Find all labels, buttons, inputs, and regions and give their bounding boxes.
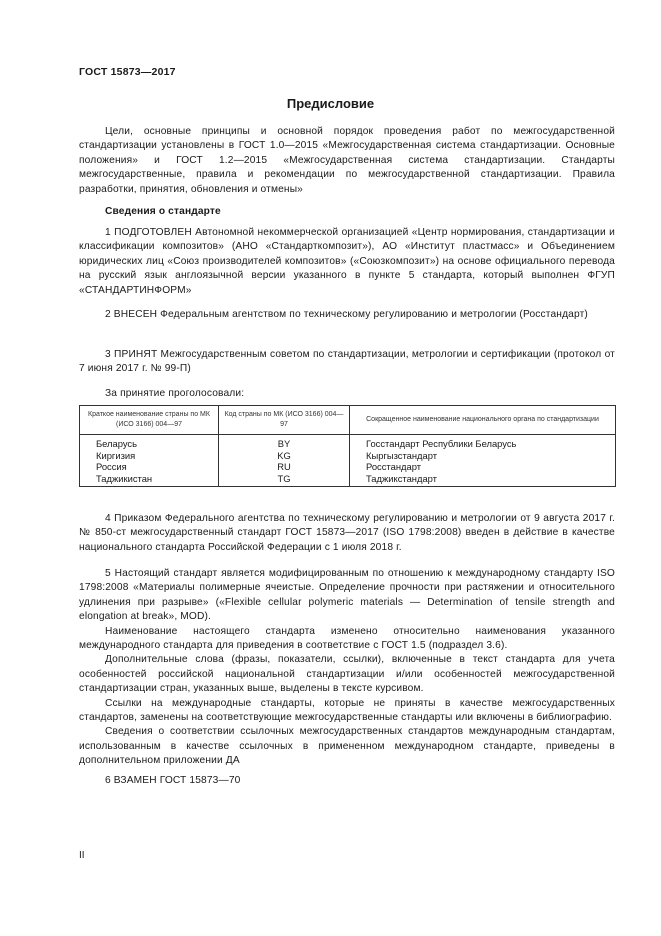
table-row (80, 435, 616, 450)
table-row (80, 450, 616, 462)
table-header-code: Код страны по МК (ИСО 3166) 004—97 (219, 406, 350, 435)
intro-paragraph: Цели, основные принципы и основной порядок проведения работ по межгосударственной стандартизации установлены в ГОСТ 1.0—2015 «Межгосударственная система стандартизации. Основные положения» и ГОСТ 1.2—2015 «Межгосударственная система стандартизации. Стандарты межгосударственные, правила и рекомендации по межгосударственной стандартизации. Правила разработки, принятия, обновления и отмены» (79, 126, 615, 195)
voting-countries-table (79, 405, 616, 487)
item-5-note-references: Ссылки на международные стандарты, которые не приняты в качестве межгосударственных стандартов, заменены на соответствующие межгосударственные стандарты или включены в библиографию. (79, 697, 615, 724)
intro-paragraph-block (79, 125, 615, 197)
item-1-paragraph: 1 ПОДГОТОВЛЕН Автономной некоммерческой организацией «Центр нормирования, стандартизации и классификации композитов» (АНО «Стандарткомпозит»), АО «Институт пластмасс» и Объединением юридических лиц «Союз производителей композитов» («Союзкомпозит») на основе официального перевода на русский язык англоязычной версии указанного в пункте 5 стандарта, который выполнен ФГУП «СТАНДАРТИНФОРМ» (79, 227, 615, 296)
item-4-block (79, 512, 615, 555)
table-header-country: Краткое наименование страны по МК (ИСО 3166) 004—97 (80, 406, 219, 435)
vote-label: За принятие проголосовали: (105, 388, 245, 399)
section-heading-block (79, 205, 615, 219)
country-name-cell: Беларусь (80, 435, 219, 450)
item-2-paragraph: 2 ВНЕСЕН Федеральным агентством по техническому регулированию и метрологии (Росстандарт) (105, 309, 588, 320)
item-5-note-additions: Дополнительные слова (фразы, показатели, ссылки), включенные в текст стандарта для учета особенностей российской национальной стандартизации и/или особенностей межгосударственной стандартизации стран, указанных выше, выделены в тексте курсивом. (79, 654, 615, 695)
item-5-block (79, 567, 615, 769)
item-1-block (79, 226, 615, 298)
country-name-cell: Таджикистан (80, 473, 219, 487)
item-5-note-title: Наименование настоящего стандарта изменено относительно наименования указанного международного стандарта для приведения в соответствие с ГОСТ 1.5 (подраздел 3.6). (79, 625, 615, 652)
country-name-cell: Россия (80, 461, 219, 473)
item-5-paragraph: 5 Настоящий стандарт является модифицированным по отношению к международному стандарту ISO 1798:2008 «Материалы полимерные ячеистые. Определение прочности при растяжении и относительного удлинения при разрыве» («Flexible cellular polymeric materials — Determination of tensile strength and elongation at break», MOD). (79, 568, 615, 623)
table-header-row (80, 406, 616, 435)
item-5-note-annex: Сведения о соответствии ссылочных межгосударственных стандартов международным стандартам, использованным в качестве ссылочных в примененном международном стандарте, приведены в дополнительном приложении ДА (79, 726, 615, 767)
authority-cell: Таджикстандарт (350, 473, 616, 487)
item-2-block (79, 308, 615, 322)
page-title: Предисловие (286, 96, 375, 111)
document-code: ГОСТ 15873—2017 (79, 66, 176, 78)
item-6-block (79, 774, 615, 788)
item-6-paragraph: 6 ВЗАМЕН ГОСТ 15873—70 (105, 775, 241, 786)
authority-cell: Кыргызстандарт (350, 450, 616, 462)
country-code-cell: RU (219, 461, 350, 473)
item-3-block (79, 348, 615, 377)
country-code-cell: BY (219, 435, 350, 450)
country-code-cell: TG (219, 473, 350, 487)
country-name-cell: Киргизия (80, 450, 219, 462)
table-header-authority: Сокращенное наименование национального органа по стандартизации (350, 406, 616, 435)
section-heading: Сведения о стандарте (105, 206, 221, 217)
authority-cell: Росстандарт (350, 461, 616, 473)
item-4-paragraph: 4 Приказом Федерального агентства по техническому регулированию и метрологии от 9 августа 2017 г. № 850-ст межгосударственный стандарт ГОСТ 15873—2017 (ISO 1798:2008) введен в действие в качестве национального стандарта Российской Федерации с 1 июля 2018 г. (79, 513, 615, 553)
item-3-paragraph: 3 ПРИНЯТ Межгосударственным советом по стандартизации, метрологии и сертификации (протокол от 7 июня 2017 г. № 99-П) (79, 349, 615, 375)
country-code-cell: KG (219, 450, 350, 462)
vote-label-block (79, 387, 615, 401)
table-row (80, 473, 616, 487)
authority-cell: Госстандарт Республики Беларусь (350, 435, 616, 450)
page-number: II (79, 850, 85, 861)
table-row (80, 461, 616, 473)
